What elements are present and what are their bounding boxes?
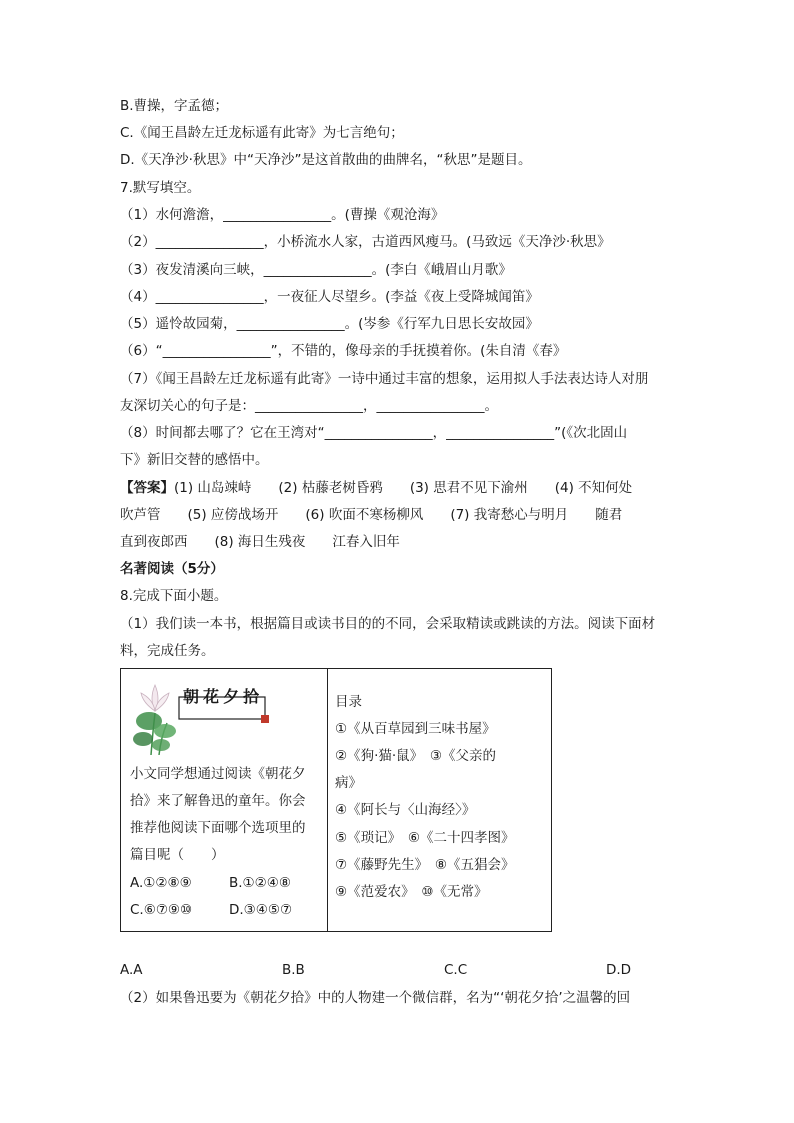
toc-line: ④《阿长与〈山海经〉》 — [335, 802, 476, 818]
answer-label: 【答案】 — [120, 480, 174, 496]
choice-b: B.①②④⑧ — [229, 875, 291, 891]
fill-blank-5: （5）遥怜故园菊，________________。(岑参《行军九日思长安故园》 — [120, 316, 539, 332]
left-text-line: 推荐他阅读下面哪个选项里的 — [130, 820, 306, 836]
fill-blank-6: （6）“________________”，不错的，像母亲的手抚摸着你。(朱自清《春》 — [120, 343, 567, 359]
text-line: D.《天净沙·秋思》中“天净沙”是这首散曲的曲牌名，“秋思”是题目。 — [120, 152, 532, 168]
question-8-sub2: （2）如果鲁迅要为《朝花夕拾》中的人物建一个微信群，名为“‘朝花夕拾’之温馨的回 — [120, 990, 631, 1006]
section-title: 名著阅读（5分） — [120, 561, 224, 577]
table-divider — [327, 669, 328, 931]
choice-a: A.①②⑧⑨ — [130, 875, 192, 891]
fill-blank-7: （7）《闻王昌龄左迁龙标遥有此寄》一诗中通过丰富的想象，运用拟人手法表达诗人对朋 — [120, 371, 649, 387]
toc-title: 目录 — [335, 694, 362, 710]
toc-line: ⑦《藤野先生》 ⑧《五猖会》 — [335, 857, 515, 873]
toc-line: ②《狗·猫·鼠》 ③《父亲的 — [335, 748, 497, 764]
fill-blank-2: （2）________________，小桥流水人家，古道西风瘦马。(马致远《天净沙·秋思》 — [120, 234, 611, 250]
toc-line: ①《从百草园到三味书屋》 — [335, 721, 496, 737]
answer-line-3: 直到夜郎西 (8) 海日生残夜 江春入旧年 — [120, 534, 400, 550]
toc-line: ⑤《琐记》 ⑥《二十四孝图》 — [335, 830, 515, 846]
option-b: B.B — [282, 962, 305, 978]
fill-blank-4: （4）________________，一夜征人尽望乡。(李益《夜上受降城闻笛》 — [120, 289, 539, 305]
choice-d: D.③④⑤⑦ — [229, 902, 293, 918]
fill-blank-8: （8）时间都去哪了？它在王湾对“________________，________________”(《次北固山 — [120, 425, 628, 441]
option-a: A.A — [120, 962, 143, 978]
question-8-sub1: （1）我们读一本书，根据篇目或读书目的的不同，会采取精读或跳读的方法。阅读下面材 — [120, 616, 656, 632]
fill-blank-3: （3）夜发清溪向三峡，________________。(李白《峨眉山月歌》 — [120, 262, 512, 278]
question-8-title: 8.完成下面小题。 — [120, 588, 228, 604]
fill-blank-7-cont: 友深切关心的句子是：________________，________________。 — [120, 398, 498, 414]
toc-line: ⑨《范爱农》 ⑩《无常》 — [335, 884, 488, 900]
choice-c: C.⑥⑦⑨⑩ — [130, 902, 193, 918]
text-line: C.《闻王昌龄左迁龙标遥有此寄》为七言绝句； — [120, 125, 404, 141]
fill-blank-8-cont: 下》新旧交替的感悟中。 — [120, 452, 269, 468]
question-7-title: 7.默写填空。 — [120, 180, 201, 196]
question-8-sub1-cont: 料，完成任务。 — [120, 643, 215, 659]
toc-line: 病》 — [335, 775, 362, 791]
answer-line-1 — [120, 479, 632, 497]
answer-text: (1) 山岛竦峙 (2) 枯藤老树昏鸦 (3) 思君不见下渝州 (4) 不知何处 — [174, 480, 633, 496]
left-text-line: 篇目呢（ ） — [130, 847, 225, 863]
text-line: B.曹操，字孟德； — [120, 98, 229, 114]
material-table — [120, 668, 552, 932]
left-text-line: 拾》来了解鲁迅的童年。你会 — [130, 793, 306, 809]
answer-line-2: 吹芦管 (5) 应傍战场开 (6) 吹面不寒杨柳风 (7) 我寄愁心与明月 随君 — [120, 507, 623, 523]
option-c: C.C — [444, 962, 468, 978]
fill-blank-1: （1）水何澹澹，________________。(曹操《观沧海》 — [120, 207, 445, 223]
left-text-line: 小文同学想通过阅读《朝花夕 — [130, 766, 306, 782]
option-d: D.D — [606, 962, 632, 978]
book-title: 朝花夕拾 — [183, 687, 264, 706]
